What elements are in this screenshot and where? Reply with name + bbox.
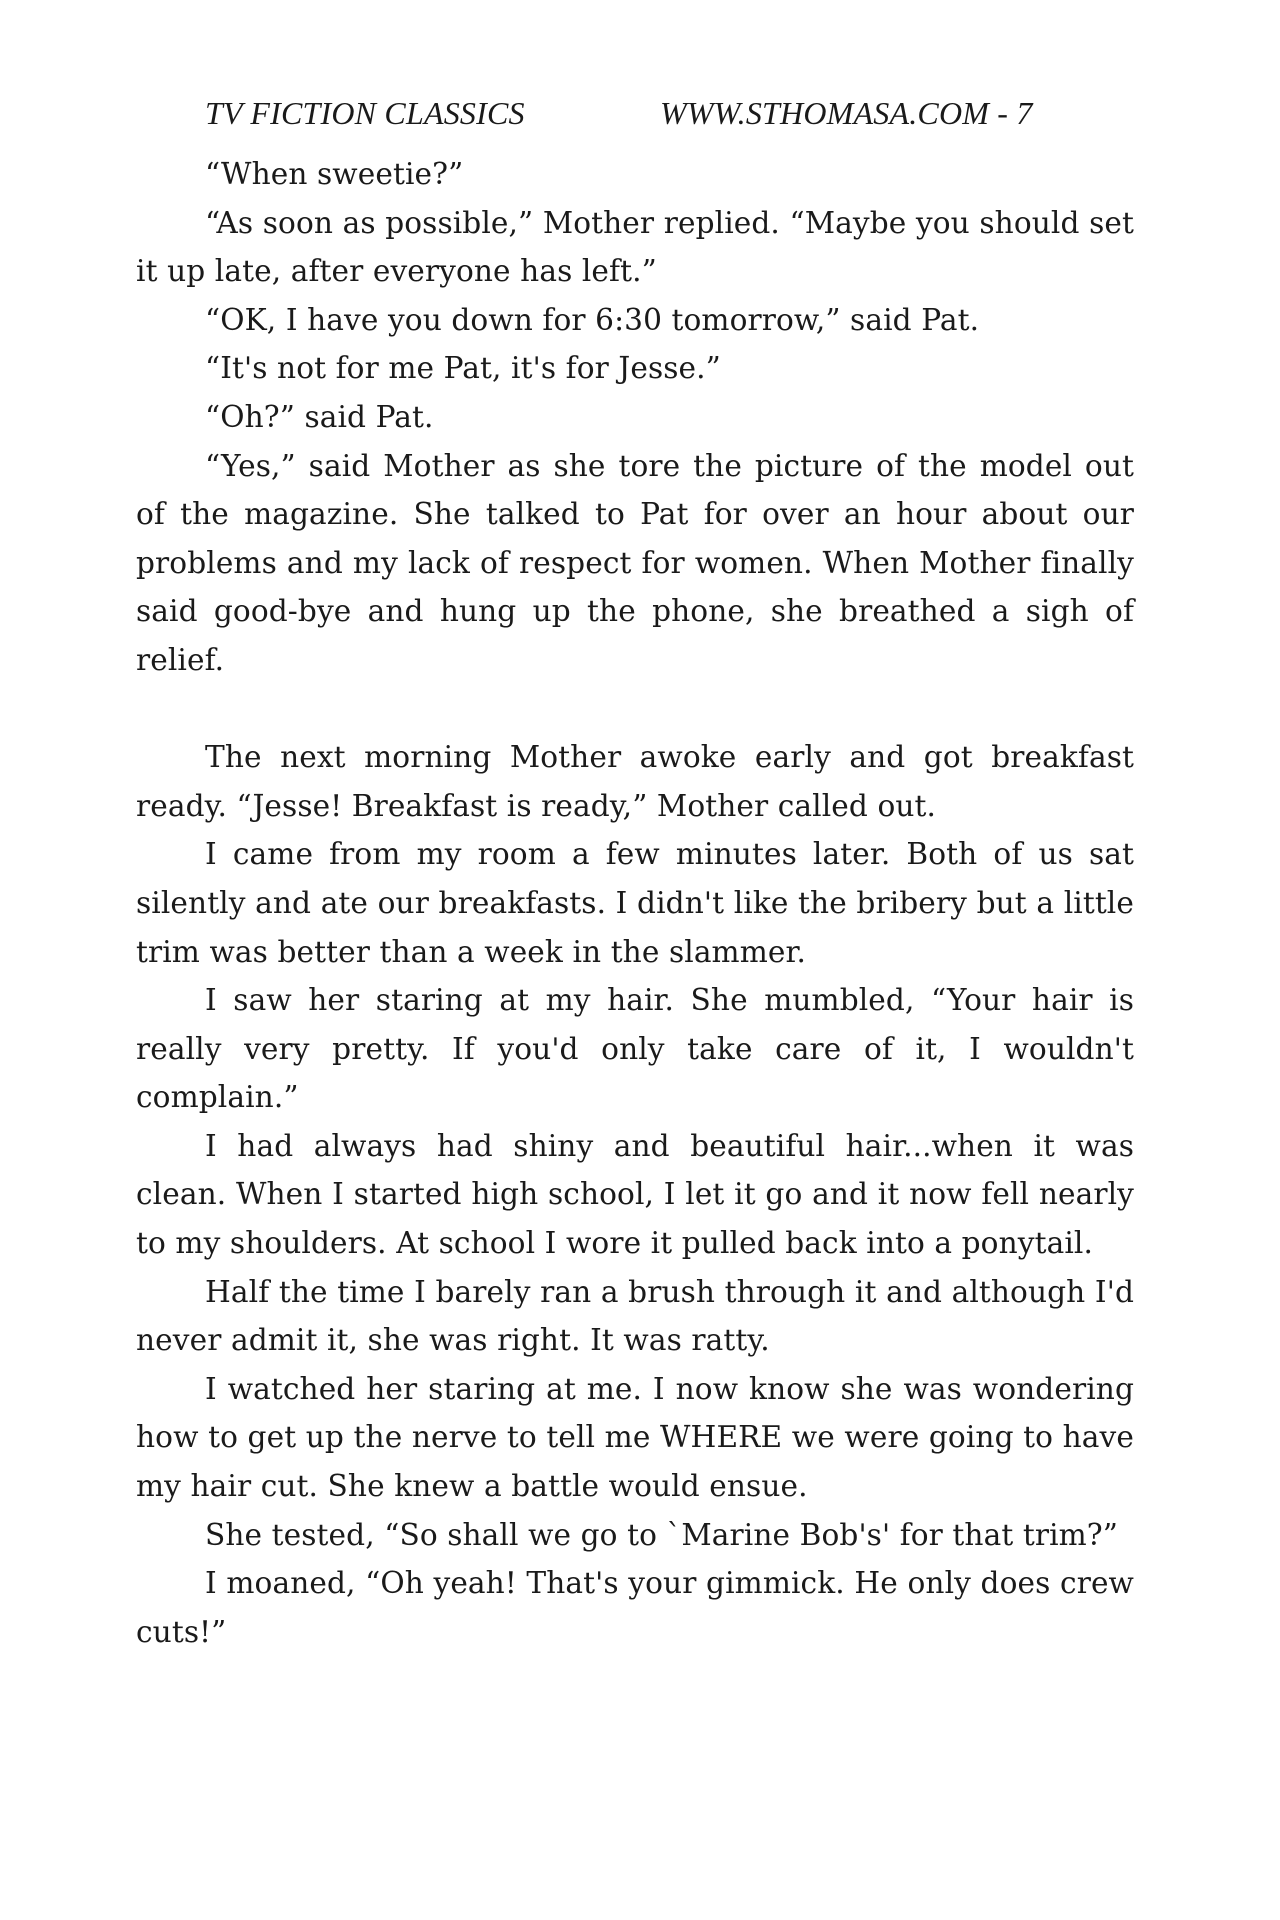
body-text	[136, 150, 1134, 1656]
header-website-page-number: WWW.STHOMASA.COM - 7	[660, 95, 1033, 131]
paragraph: “It's not for me Pat, it's for Jesse.”	[205, 351, 721, 386]
paragraph: “Yes,” said Mother as she tore the picture of the model out of the magazine. She talked to Pat for over an hour about our problems and my lack of respect for women. When Mother finally said good-bye and hung up the phone, she breathed a sigh of relief.	[136, 448, 1134, 677]
section-break	[136, 685, 1134, 734]
paragraph: She tested, “So shall we go to `Marine Bob's' for that trim?”	[205, 1517, 1118, 1552]
paragraph: The next morning Mother awoke early and got breakfast ready. “Jesse! Breakfast is ready,” Mother called out.	[136, 740, 1134, 823]
paragraph: “When sweetie?”	[205, 157, 464, 191]
paragraph: I came from my room a few minutes later. Both of us sat silently and ate our breakfasts. I didn't like the bribery but a little trim was better than a week in the slammer.	[136, 837, 1134, 969]
header-book-title: TV FICTION CLASSICS	[205, 95, 525, 131]
running-header	[205, 93, 1085, 133]
paragraph: “Oh?” said Pat.	[205, 399, 434, 434]
paragraph: “As soon as possible,” Mother replied. “Maybe you should set it up late, after everyone has left.”	[136, 205, 1134, 289]
paragraph: Half the time I barely ran a brush through it and although I'd never admit it, she was right. It was ratty.	[136, 1274, 1134, 1358]
paragraph: I watched her staring at me. I now know she was wondering how to get up the nerve to tell me WHERE we were going to have my hair cut. She knew a battle would ensue.	[136, 1371, 1134, 1504]
paragraph: I saw her staring at my hair. She mumbled, “Your hair is really very pretty. If you'd only take care of it, I wouldn't complain.”	[136, 983, 1134, 1115]
paragraph: “OK, I have you down for 6:30 tomorrow,” said Pat.	[205, 302, 980, 337]
paragraph: I had always had shiny and beautiful hair...when it was clean. When I started high school, I let it go and it now fell nearly to my shoulders. At school I wore it pulled back into a ponytail.	[136, 1128, 1134, 1261]
paragraph: I moaned, “Oh yeah! That's your gimmick. He only does crew cuts!”	[136, 1566, 1134, 1649]
